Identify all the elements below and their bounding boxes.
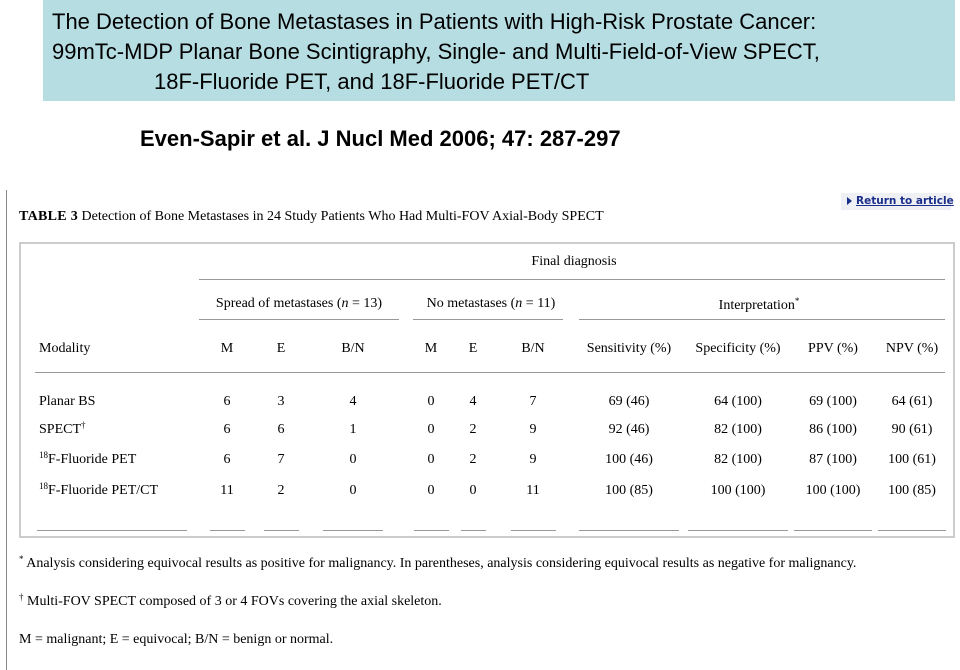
spread-rule xyxy=(199,319,399,320)
table-cell: 6 xyxy=(223,422,231,437)
table-cell: 100 (100) xyxy=(805,483,861,498)
table-cell: 82 (100) xyxy=(714,452,762,467)
footnote-3: M = malignant; E = equivocal; B/N = benign or normal. xyxy=(19,632,334,647)
table-cell: 6 xyxy=(223,394,231,409)
column-bottom-rule xyxy=(688,530,788,531)
row-modality-name: $^{18}$F-Fluoride PET xyxy=(39,450,137,467)
citation: Even-Sapir et al. J Nucl Med 2006; 47: 287-297 xyxy=(140,126,621,151)
table-cell: 100 (100) xyxy=(710,483,766,498)
table-cell: 0 xyxy=(469,483,477,498)
table-cell: 0 xyxy=(349,483,357,498)
column-header: B/N xyxy=(521,341,545,356)
column-header: Specificity (%) xyxy=(695,341,781,356)
return-to-article-link[interactable] xyxy=(841,193,954,210)
table-cell: 0 xyxy=(427,483,435,498)
slide-title-line-3: 18F-Fluoride PET, and 18F-Fluoride PET/CT xyxy=(154,69,590,94)
table-cell: 100 (85) xyxy=(605,483,653,498)
row-modality-name: $^{18}$F-Fluoride PET/CT xyxy=(39,481,159,498)
table-cell: 9 xyxy=(529,452,537,467)
table-cell: 69 (100) xyxy=(809,394,857,409)
interpretation-rule xyxy=(579,319,945,320)
table-caption-text: Detection of Bone Metastases in 24 Study Patients Who Had Multi-FOV Axial-Body SPECT xyxy=(81,209,604,224)
column-bottom-rule xyxy=(579,530,679,531)
column-bottom-rule xyxy=(511,530,556,531)
table-cell: 0 xyxy=(427,394,435,409)
column-bottom-rule xyxy=(323,530,383,531)
table-cell: 11 xyxy=(526,483,540,498)
table-cell: 64 (100) xyxy=(714,394,762,409)
column-bottom-rule xyxy=(794,530,872,531)
article-table-screenshot xyxy=(6,190,960,670)
footnote-2: † Multi-FOV SPECT composed of 3 or 4 FOVs covering the axial skeleton. xyxy=(19,592,442,609)
table-cell: 0 xyxy=(427,452,435,467)
table-cell: 82 (100) xyxy=(714,422,762,437)
no-metastases-rule xyxy=(413,319,563,320)
column-bottom-rule xyxy=(878,530,946,531)
table-cell: 2 xyxy=(469,422,477,437)
table-cell: 100 (46) xyxy=(605,452,653,467)
table-caption-label: TABLE 3 xyxy=(19,209,79,224)
column-header: E xyxy=(468,341,478,356)
table-cell: 100 (61) xyxy=(888,452,936,467)
header-bottom-rule xyxy=(35,372,945,373)
column-header: M xyxy=(424,341,438,356)
slide-title-line-2: 99mTc-MDP Planar Bone Scintigraphy, Single- and Multi-Field-of-View SPECT, xyxy=(52,39,820,64)
column-bottom-rule xyxy=(414,530,449,531)
table-cell: 2 xyxy=(277,483,285,498)
table-cell: 87 (100) xyxy=(809,452,857,467)
group-header-spread: Spread of metastases (n = 13) xyxy=(215,296,383,311)
row-modality-name: SPECT† xyxy=(39,420,86,437)
column-header-modality: Modality xyxy=(39,341,91,356)
table-cell: 11 xyxy=(220,483,234,498)
footnote-1: * Analysis considering equivocal results as positive for malignancy. In parentheses, analysis considering equivocal results as negative for malignancy. xyxy=(19,554,857,571)
table-cell: 7 xyxy=(277,452,285,467)
table-cell: 90 (61) xyxy=(891,422,933,437)
column-header: M xyxy=(220,341,234,356)
table-cell: 100 (85) xyxy=(888,483,936,498)
return-link-label: Return to article xyxy=(856,195,954,207)
data-table xyxy=(19,242,955,538)
table-cell: 0 xyxy=(427,422,435,437)
arrow-right-icon xyxy=(847,197,852,205)
group-header-no-metastases: No metastases (n = 11) xyxy=(426,296,556,311)
table-cell: 4 xyxy=(469,394,477,409)
column-header: NPV (%) xyxy=(885,341,939,356)
column-header: PPV (%) xyxy=(808,341,858,356)
table-cell: 0 xyxy=(349,452,357,467)
table-cell: 2 xyxy=(469,452,477,467)
row-modality-name: Planar BS xyxy=(39,394,96,409)
table-cell: 69 (46) xyxy=(608,394,650,409)
table-cell: 6 xyxy=(277,422,285,437)
column-bottom-rule xyxy=(210,530,245,531)
column-bottom-rule xyxy=(461,530,486,531)
table-caption xyxy=(19,209,604,225)
table-cell: 4 xyxy=(349,394,357,409)
group-header-interpretation: Interpretation* xyxy=(718,296,800,313)
table-cell: 64 (61) xyxy=(891,394,933,409)
final-diagnosis-rule xyxy=(199,279,945,280)
table-cell: 1 xyxy=(349,422,357,437)
table-cell: 86 (100) xyxy=(809,422,857,437)
table-cell: 7 xyxy=(529,394,537,409)
table-cell: 6 xyxy=(223,452,231,467)
table-cell: 3 xyxy=(277,394,285,409)
modality-bottom-rule xyxy=(37,530,187,531)
table-cell: 9 xyxy=(529,422,537,437)
column-header: E xyxy=(276,341,286,356)
final-diagnosis-header: Final diagnosis xyxy=(531,254,617,269)
column-bottom-rule xyxy=(264,530,299,531)
table-cell: 92 (46) xyxy=(608,422,650,437)
slide-title-line-1: The Detection of Bone Metastases in Patients with High-Risk Prostate Cancer: xyxy=(52,9,817,34)
column-header: B/N xyxy=(341,341,365,356)
column-header: Sensitivity (%) xyxy=(586,341,672,356)
